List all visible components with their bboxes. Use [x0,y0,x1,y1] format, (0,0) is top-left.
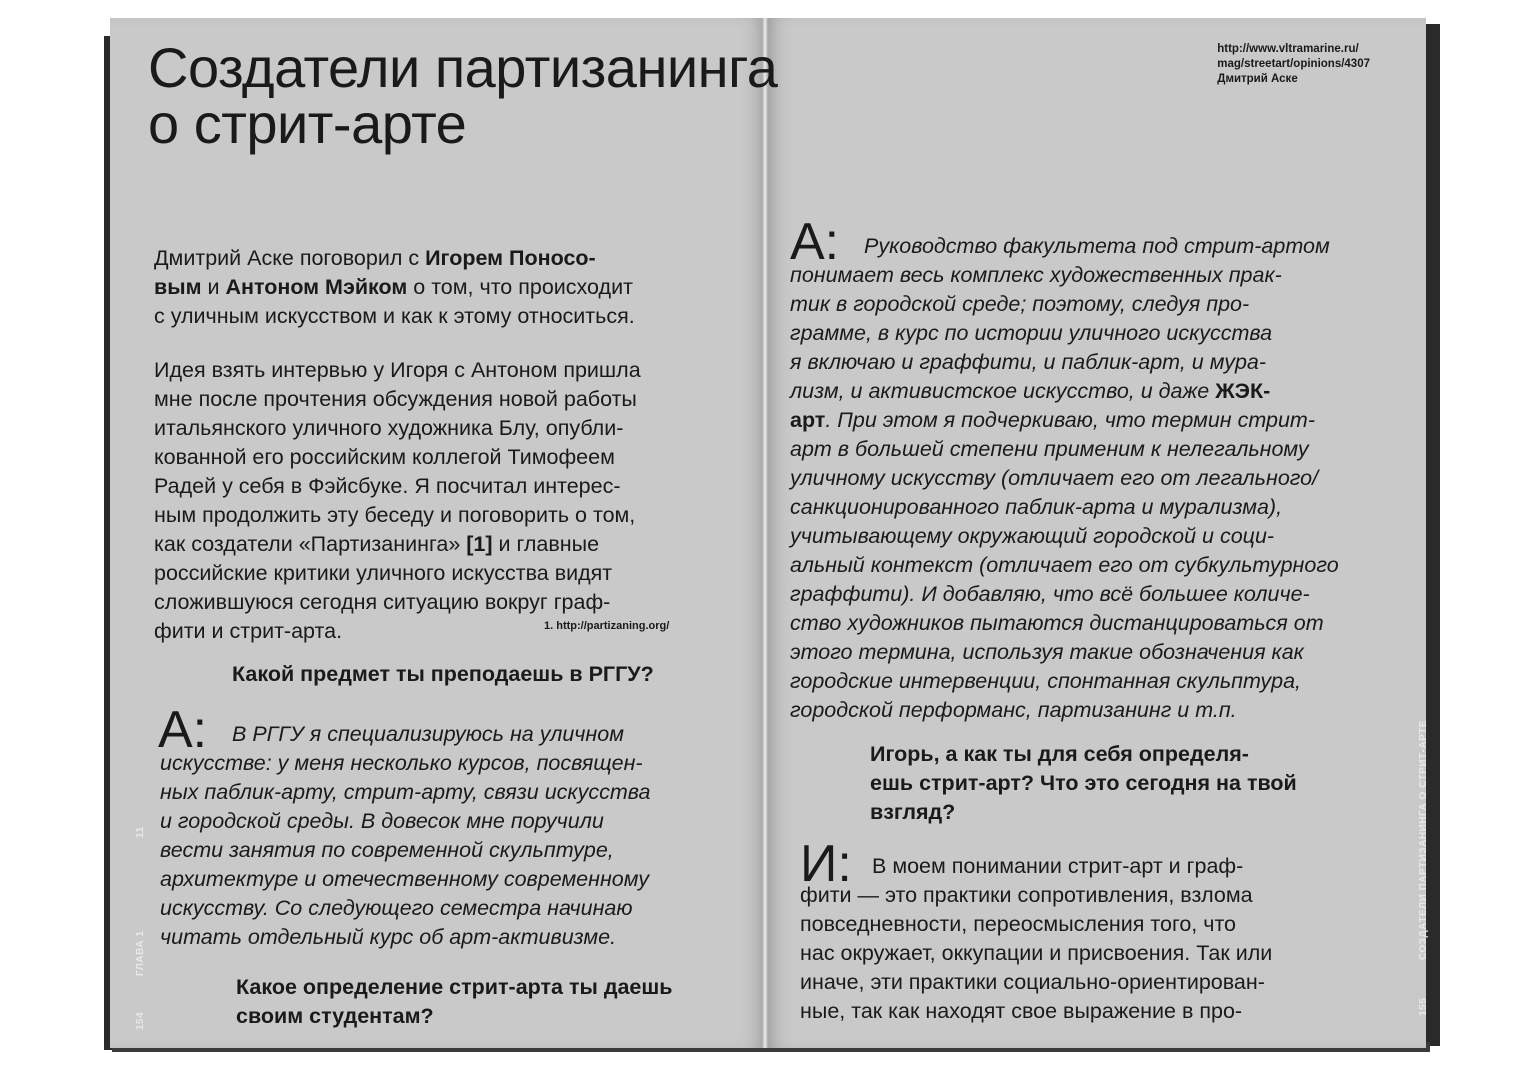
text-line: этого термина, используя такие обозначения как [790,640,1304,664]
text-line: Игорь, а как ты для себя определя- [870,742,1249,766]
question-1-text: Какой предмет ты преподаешь в РГГУ? [232,662,654,686]
text-line: уличному искусству (отличает его от легального/ [790,466,1319,490]
text-line: архитектуре и отечественному современному [160,867,650,891]
footnote: 1. http://partizaning.org/ [544,620,670,632]
answer-2-marker: А: [790,213,840,271]
text-line: граффити). И добавляю, что всё большее количе- [790,582,1310,606]
text-line: нас окружает, оккупации и присвоения. Так или [800,941,1273,965]
text-line: . При этом я подчеркиваю, что термин стрит- [825,408,1315,432]
answer-1 [160,720,650,952]
text-line: ным продолжить эту беседу и поговорить о том, [154,503,636,527]
source-author: Дмитрий Аске [1217,73,1298,85]
text-line: альный контекст (отличает его от субкультурного [790,553,1339,577]
left-chapter-label: ГЛАВА 1 [135,930,146,976]
text-line: ные, так как находят свое выражение в про- [800,999,1243,1023]
answer-2 [790,232,1339,725]
text-line: кованной его российским коллегой Тимофеем [154,445,615,469]
intro-text: и [201,275,226,299]
text-line: городские интервенции, спонтанная скульптура, [790,669,1302,693]
text-line: и главные [492,532,600,556]
text-line: повседневности, переосмысления того, что [800,912,1237,936]
source-url-line-2: mag/streetart/opinions/4307 [1217,58,1370,70]
text-line: санкционированного паблик-арта и мурализма), [790,495,1283,519]
question-2-line-1: Какое определение стрит-арта ты даешь [236,975,673,999]
text-line: В моем понимании стрит-арт и граф- [872,854,1244,878]
question-3 [870,740,1297,827]
answer-3-marker: И: [800,835,852,893]
title-line-1: Создатели партизанинга [148,36,778,99]
body-paragraph-1 [154,356,641,646]
text-line: Радей у себя в Фэйсбуке. Я посчитал интерес- [154,474,621,498]
text-line: сложившуюся сегодня ситуацию вокруг граф- [154,590,611,614]
text-line: Идея взять интервью у Игоря с Антоном пришла [154,358,641,382]
right-running-title: СОЗДАТЕЛИ ПАРТИЗАНИНГА О СТРИТ-АРТЕ [1418,720,1429,960]
text-line: учитывающему окружающий городской и соци- [790,524,1275,548]
intro-text: Дмитрий Аске поговорил с [154,246,426,270]
emphasis-term: арт [790,408,826,432]
book-spread [110,18,1440,1053]
text-line: В РГГУ я специализируюсь на уличном [232,722,624,746]
left-chapter-number: 11 [135,826,146,838]
text-line: фити — это практики сопротивления, взлома [800,883,1253,907]
text-line: искусстве: у меня несколько курсов, посвящен- [160,751,643,775]
intro-line-3: с уличным искусством и как к этому относиться. [154,304,635,328]
text-line: вести занятия по современной скульптуре, [160,838,614,862]
text-line: лизм, и активистское искусство, и даже [790,379,1216,403]
question-2-line-2: своим студентам? [236,1004,434,1028]
article-title [148,36,778,155]
text-line: городской перформанс, партизанинг и т.п. [790,698,1237,722]
source-block [1217,42,1370,87]
text-line: я включаю и граффити, и паблик-арт, и мура- [790,350,1267,374]
left-page-number: 154 [135,1011,146,1030]
intro-paragraph [154,244,635,331]
book-gutter [762,18,768,1048]
question-2 [236,973,673,1031]
right-page-number: 155 [1418,997,1429,1016]
text-line: как создатели «Партизанинга» [154,532,467,556]
text-line: российские критики уличного искусства видят [154,561,613,585]
text-line: фити и стрит-арта. [154,619,343,643]
text-line: взгляд? [870,800,956,824]
text-line: мне после прочтения обсуждения новой работы [154,387,637,411]
text-line: итальянского уличного художника Блу, опубли- [154,416,624,440]
text-line: искусству. Со следующего семестра начинаю [160,896,633,920]
text-line: понимает весь комплекс художественных прак- [790,263,1282,287]
source-url-line-1: http://www.vltramarine.ru/ [1217,43,1359,55]
question-1 [232,660,654,689]
text-line: и городской среды. В довесок мне поручили [160,809,604,833]
answer-3 [800,852,1272,1026]
intro-name-1-end: вым [154,275,202,299]
answer-1-marker: А: [158,701,208,759]
text-line: Руководство факультета под стрит-артом [864,234,1330,258]
emphasis-term: ЖЭК- [1215,379,1271,403]
text-line: грамме, в курс по истории уличного искусства [790,321,1273,345]
text-line: ешь стрит-арт? Что это сегодня на твой [870,771,1297,795]
title-line-2: о стрит-арте [148,92,467,155]
text-line: ство художников пытаются дистанцироваться от [790,611,1324,635]
intro-name-2: Антоном Мэйком [225,275,408,299]
footnote-reference: [1] [466,532,493,556]
text-line: иначе, эти практики социально-ориентирован- [800,970,1265,994]
text-line: тик в городской среде; поэтому, следуя про- [790,292,1250,316]
text-line: ных паблик-арту, стрит-арту, связи искусства [160,780,651,804]
text-line: читать отдельный курс об арт-активизме. [160,925,617,949]
intro-name-1: Игорем Поносо- [425,246,596,270]
intro-text: о том, что происходит [407,275,633,299]
text-line: арт в большей степени применим к нелегальному [790,437,1309,461]
